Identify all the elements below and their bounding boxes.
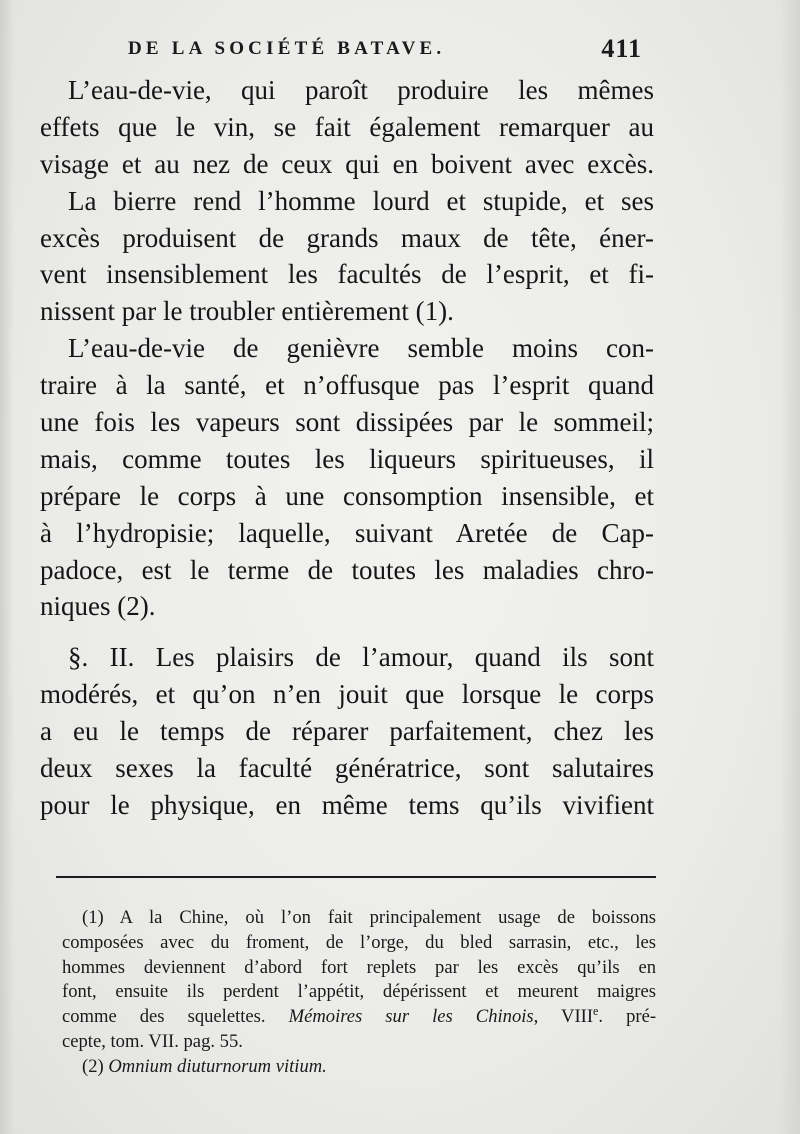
text-line: L’eau-de-vie de genièvre semble moins con- bbox=[68, 333, 654, 364]
footnote-line bbox=[62, 1055, 656, 1080]
running-head bbox=[128, 34, 648, 64]
footnote-2 bbox=[62, 1055, 656, 1080]
book-title-italic: Mémoires sur les Chinois bbox=[288, 1006, 534, 1028]
footnote-line: cepte, tom. VII. pag. 55. bbox=[62, 1030, 243, 1052]
footnote-1 bbox=[62, 906, 656, 1055]
text-line: deux sexes la faculté génératrice, sont salutaires bbox=[40, 753, 654, 784]
text-line: niques (2). bbox=[40, 591, 156, 622]
footnote-text: comme des squelettes. bbox=[62, 1006, 266, 1028]
text-line: a eu le temps de réparer parfaitement, chez les bbox=[40, 716, 654, 747]
text-line: mais, comme toutes les liqueurs spiritueuses, il bbox=[40, 443, 654, 474]
page-edge-shadow-right bbox=[780, 0, 800, 1134]
footnote-text: , VIII bbox=[533, 1006, 594, 1028]
paragraph-section-ii bbox=[40, 639, 654, 823]
latin-quote-italic: Omnium diuturnorum vitium. bbox=[108, 1055, 327, 1077]
paragraph-eau-de-vie bbox=[40, 72, 654, 183]
text-line: à l’hydropisie; laquelle, suivant Aretée de Cap- bbox=[40, 517, 654, 548]
footnote-line bbox=[62, 1005, 656, 1030]
text-line: modérés, et qu’on n’en jouit que lorsque le corps bbox=[40, 679, 654, 710]
text-line: vent insensiblement les facultés de l’esprit, et fi- bbox=[40, 259, 654, 290]
text-line: §. II. Les plaisirs de l’amour, quand ils sont bbox=[68, 642, 654, 673]
footnote-marker: (2) bbox=[82, 1055, 104, 1077]
footnotes bbox=[62, 906, 656, 1080]
footnote-rule bbox=[56, 876, 656, 878]
text-line: effets que le vin, se fait également remarquer au bbox=[40, 111, 654, 142]
page-number: 411 bbox=[601, 34, 642, 63]
text-line: La bierre rend l’homme lourd et stupide, et ses bbox=[68, 185, 654, 216]
text-line: nissent par le troubler entièrement (1). bbox=[40, 296, 454, 327]
footnote-text: . pré- bbox=[598, 1006, 657, 1028]
text-line: une fois les vapeurs sont dissipées par le sommeil; bbox=[40, 407, 654, 438]
footnote-line: font, ensuite ils perdent l’appétit, dépérissent et meurent maigres bbox=[62, 981, 656, 1003]
text-line: padoce, est le terme de toutes les maladies chro- bbox=[40, 554, 654, 585]
footnote-line: (1) A la Chine, où l’on fait principalement usage de boissons bbox=[82, 907, 656, 928]
paragraph-genievre bbox=[40, 330, 654, 625]
running-title: DE LA SOCIÉTÉ BATAVE. bbox=[128, 38, 446, 59]
text-line: excès produisent de grands maux de tête, éner- bbox=[40, 222, 654, 253]
page-edge-shadow-left bbox=[0, 0, 14, 1134]
text-line: prépare le corps à une consomption insensible, et bbox=[40, 480, 654, 511]
section-gap bbox=[40, 625, 654, 639]
footnote-line: composées avec du froment, de l’orge, du bled sarrasin, etc., les bbox=[62, 931, 656, 953]
text-line: pour le physique, en même tems qu’ils vivifient bbox=[40, 789, 654, 820]
footnote-line: hommes deviennent d’abord fort replets par les excès qu’ils en bbox=[62, 956, 656, 978]
paragraph-bierre bbox=[40, 183, 654, 331]
text-line: traire à la santé, et n’offusque pas l’esprit quand bbox=[40, 370, 654, 401]
superscript: e bbox=[593, 1004, 599, 1018]
text-line: visage et au nez de ceux qui en boivent avec excès. bbox=[40, 148, 654, 179]
text-line: L’eau-de-vie, qui paroît produire les mêmes bbox=[68, 75, 654, 105]
body-text bbox=[40, 72, 654, 824]
